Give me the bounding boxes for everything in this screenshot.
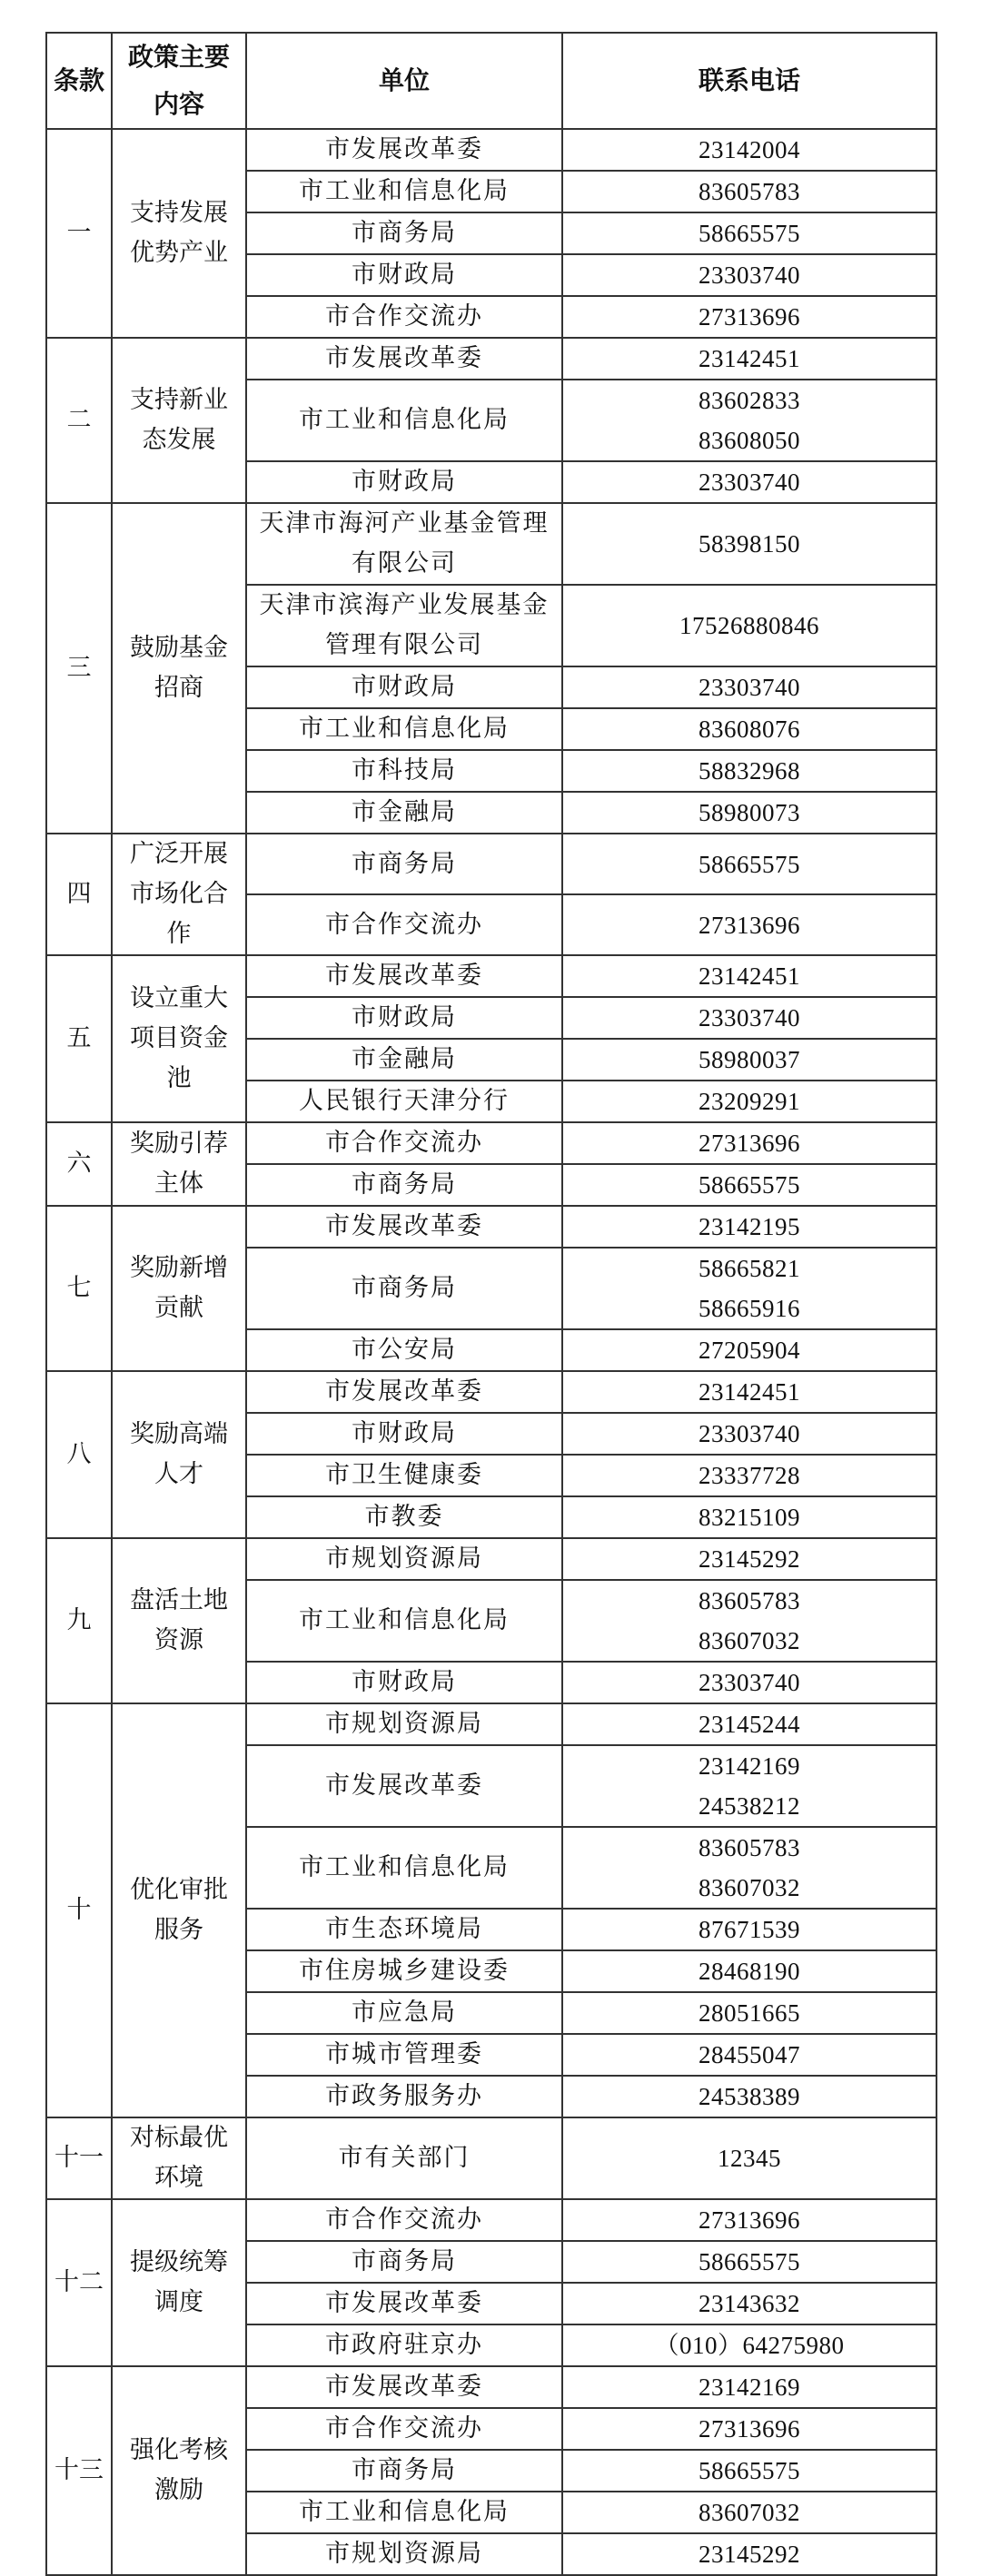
policy-content-cell: 对标最优环境 <box>112 2117 246 2199</box>
phone-number: 58665916 <box>699 1295 800 1322</box>
phone-number: 58665575 <box>699 220 800 247</box>
table-row <box>46 1371 936 1413</box>
phone-cell <box>562 2366 936 2408</box>
unit-cell: 市商务局 <box>246 2450 562 2492</box>
clause-cell: 四 <box>46 834 112 955</box>
unit-cell: 市发展改革委 <box>246 338 562 380</box>
phone-number: 28051665 <box>699 1999 800 2027</box>
table-row <box>46 338 936 380</box>
phone-number: 83607032 <box>699 1627 800 1654</box>
unit-cell: 市商务局 <box>246 1164 562 1206</box>
phone-cell <box>562 2492 936 2533</box>
clause-cell: 六 <box>46 1122 112 1206</box>
phone-number: 23142451 <box>699 962 800 990</box>
unit-cell: 市规划资源局 <box>246 1703 562 1745</box>
policy-content-cell: 设立重大项目资金池 <box>112 955 246 1122</box>
phone-number: 24538212 <box>699 1792 800 1820</box>
phone-cell <box>562 955 936 997</box>
phone-number: 83605783 <box>699 1587 800 1614</box>
phone-cell <box>562 750 936 792</box>
unit-cell: 市生态环境局 <box>246 1909 562 1950</box>
unit-cell: 市政务服务办 <box>246 2076 562 2117</box>
phone-number: 23142004 <box>699 136 800 163</box>
phone-cell <box>562 380 936 461</box>
table-row <box>46 2366 936 2408</box>
phone-cell <box>562 2450 936 2492</box>
phone-number: 58665575 <box>699 850 800 878</box>
phone-number: 58980073 <box>699 799 800 826</box>
policy-content-cell: 广泛开展市场化合作 <box>112 834 246 955</box>
unit-cell: 市发展改革委 <box>246 1206 562 1248</box>
phone-cell <box>562 2117 936 2199</box>
phone-cell <box>562 1950 936 1992</box>
phone-cell <box>562 1329 936 1371</box>
policy-content-cell: 奖励高端人才 <box>112 1371 246 1538</box>
clause-cell: 一 <box>46 129 112 338</box>
table-row <box>46 1122 936 1164</box>
phone-number: 23303740 <box>699 262 800 289</box>
phone-cell <box>562 2533 936 2575</box>
policy-content-cell: 奖励新增贡献 <box>112 1206 246 1371</box>
phone-cell <box>562 708 936 750</box>
table-row <box>46 129 936 171</box>
unit-cell: 市教委 <box>246 1496 562 1538</box>
phone-number: 58832968 <box>699 757 800 785</box>
policy-content-cell: 提级统筹调度 <box>112 2199 246 2366</box>
phone-number: 27313696 <box>699 2206 800 2234</box>
phone-number: 27313696 <box>699 2415 800 2443</box>
phone-number: 17526880846 <box>679 612 819 639</box>
unit-cell: 市工业和信息化局 <box>246 1827 562 1909</box>
table-body <box>46 129 936 2575</box>
unit-cell: 人民银行天津分行 <box>246 1081 562 1122</box>
unit-cell: 市商务局 <box>246 834 562 894</box>
phone-number: 83602833 <box>699 387 800 414</box>
phone-number: 58980037 <box>699 1046 800 1073</box>
unit-cell: 市合作交流办 <box>246 894 562 955</box>
phone-cell <box>562 1580 936 1662</box>
unit-cell: 天津市海河产业基金管理有限公司 <box>246 503 562 585</box>
clause-cell: 十一 <box>46 2117 112 2199</box>
phone-number: 58398150 <box>699 530 800 558</box>
phone-cell <box>562 894 936 955</box>
phone-number: 23145292 <box>699 1545 800 1573</box>
phone-cell <box>562 1496 936 1538</box>
phone-cell <box>562 1039 936 1081</box>
phone-number: 23145244 <box>699 1711 800 1738</box>
table-row <box>46 1703 936 1745</box>
header-clause: 条款 <box>46 33 112 129</box>
phone-cell <box>562 834 936 894</box>
phone-number: 23303740 <box>699 469 800 496</box>
phone-cell <box>562 1455 936 1496</box>
phone-number: 83215109 <box>699 1504 800 1531</box>
phone-number: 23303740 <box>699 1004 800 1031</box>
unit-cell: 市规划资源局 <box>246 2533 562 2575</box>
unit-cell: 市金融局 <box>246 792 562 834</box>
phone-number: 83608050 <box>699 427 800 454</box>
phone-cell <box>562 296 936 338</box>
unit-cell: 市工业和信息化局 <box>246 1580 562 1662</box>
unit-cell: 市商务局 <box>246 212 562 254</box>
clause-cell: 七 <box>46 1206 112 1371</box>
unit-cell: 市工业和信息化局 <box>246 171 562 212</box>
phone-number: 28455047 <box>699 2041 800 2068</box>
phone-cell <box>562 1122 936 1164</box>
phone-cell <box>562 2034 936 2076</box>
phone-cell <box>562 212 936 254</box>
table-row <box>46 2117 936 2199</box>
unit-cell: 市财政局 <box>246 254 562 296</box>
table-row <box>46 503 936 585</box>
phone-cell <box>562 2283 936 2324</box>
policy-content-cell: 支持新业态发展 <box>112 338 246 503</box>
unit-cell: 市发展改革委 <box>246 1371 562 1413</box>
table-row <box>46 1538 936 1580</box>
phone-cell <box>562 1413 936 1455</box>
phone-number: 58665575 <box>699 2248 800 2275</box>
clause-cell: 八 <box>46 1371 112 1538</box>
phone-cell <box>562 461 936 503</box>
unit-cell: 市发展改革委 <box>246 955 562 997</box>
policy-content-cell: 鼓励基金招商 <box>112 503 246 834</box>
phone-number: 87671539 <box>699 1916 800 1943</box>
phone-cell <box>562 1206 936 1248</box>
unit-cell: 市合作交流办 <box>246 1122 562 1164</box>
phone-cell <box>562 2241 936 2283</box>
unit-cell: 市商务局 <box>246 1248 562 1329</box>
phone-cell <box>562 997 936 1039</box>
clause-cell: 十三 <box>46 2366 112 2575</box>
policy-content-cell: 支持发展优势产业 <box>112 129 246 338</box>
phone-number: 23142169 <box>699 2374 800 2401</box>
phone-cell <box>562 1745 936 1827</box>
phone-number: 58665575 <box>699 1171 800 1199</box>
phone-number: 23142451 <box>699 1378 800 1406</box>
phone-cell <box>562 2076 936 2117</box>
clause-cell: 九 <box>46 1538 112 1703</box>
header-unit: 单位 <box>246 33 562 129</box>
unit-cell: 市科技局 <box>246 750 562 792</box>
phone-cell <box>562 503 936 585</box>
phone-number: 27313696 <box>699 1130 800 1157</box>
table-row <box>46 955 936 997</box>
phone-number: 58665575 <box>699 2457 800 2484</box>
phone-number: 27313696 <box>699 911 800 939</box>
policy-content-cell: 奖励引荐主体 <box>112 1122 246 1206</box>
phone-number: 23209291 <box>699 1088 800 1115</box>
unit-cell: 市财政局 <box>246 997 562 1039</box>
phone-number: 23337728 <box>699 1462 800 1489</box>
phone-number: （010）64275980 <box>654 2332 845 2359</box>
phone-cell <box>562 1538 936 1580</box>
phone-number: 23142169 <box>699 1752 800 1780</box>
phone-number: 23143632 <box>699 2290 800 2317</box>
phone-cell <box>562 1081 936 1122</box>
phone-number: 23145292 <box>699 2541 800 2568</box>
unit-cell: 市发展改革委 <box>246 129 562 171</box>
unit-cell: 市财政局 <box>246 1413 562 1455</box>
phone-number: 27313696 <box>699 303 800 331</box>
phone-number: 23142195 <box>699 1213 800 1240</box>
phone-cell <box>562 254 936 296</box>
unit-cell: 市工业和信息化局 <box>246 708 562 750</box>
table-row <box>46 1206 936 1248</box>
phone-number: 83608076 <box>699 716 800 743</box>
unit-cell: 市财政局 <box>246 461 562 503</box>
clause-cell: 十 <box>46 1703 112 2117</box>
phone-cell <box>562 338 936 380</box>
phone-number: 23303740 <box>699 1669 800 1696</box>
header-content: 政策主要内容 <box>112 33 246 129</box>
phone-cell <box>562 1662 936 1703</box>
phone-cell <box>562 171 936 212</box>
phone-cell <box>562 1992 936 2034</box>
phone-number: 24538389 <box>699 2083 800 2110</box>
phone-cell <box>562 1248 936 1329</box>
phone-number: 28468190 <box>699 1958 800 1985</box>
unit-cell: 市发展改革委 <box>246 2283 562 2324</box>
policy-contact-table <box>45 32 937 2576</box>
phone-cell <box>562 1909 936 1950</box>
phone-number: 27205904 <box>699 1337 800 1364</box>
unit-cell: 天津市滨海产业发展基金管理有限公司 <box>246 585 562 666</box>
header-row <box>46 33 936 129</box>
phone-cell <box>562 1703 936 1745</box>
policy-content-cell: 优化审批服务 <box>112 1703 246 2117</box>
header-phone: 联系电话 <box>562 33 936 129</box>
phone-cell <box>562 2324 936 2366</box>
phone-cell <box>562 1164 936 1206</box>
unit-cell: 市住房城乡建设委 <box>246 1950 562 1992</box>
unit-cell: 市合作交流办 <box>246 296 562 338</box>
unit-cell: 市工业和信息化局 <box>246 380 562 461</box>
unit-cell: 市有关部门 <box>246 2117 562 2199</box>
unit-cell: 市卫生健康委 <box>246 1455 562 1496</box>
unit-cell: 市城市管理委 <box>246 2034 562 2076</box>
phone-cell <box>562 1827 936 1909</box>
unit-cell: 市发展改革委 <box>246 2366 562 2408</box>
phone-cell <box>562 1371 936 1413</box>
unit-cell: 市政府驻京办 <box>246 2324 562 2366</box>
phone-number: 83605783 <box>699 1834 800 1861</box>
policy-content-cell: 盘活土地资源 <box>112 1538 246 1703</box>
table-row <box>46 2199 936 2241</box>
unit-cell: 市合作交流办 <box>246 2199 562 2241</box>
phone-number: 83607032 <box>699 1874 800 1901</box>
table-row <box>46 834 936 894</box>
phone-cell <box>562 585 936 666</box>
clause-cell: 三 <box>46 503 112 834</box>
phone-number: 12345 <box>718 2145 781 2172</box>
phone-cell <box>562 666 936 708</box>
phone-cell <box>562 129 936 171</box>
unit-cell: 市发展改革委 <box>246 1745 562 1827</box>
phone-number: 83605783 <box>699 178 800 205</box>
phone-number: 58665821 <box>699 1255 800 1282</box>
unit-cell: 市合作交流办 <box>246 2408 562 2450</box>
phone-cell <box>562 2199 936 2241</box>
unit-cell: 市商务局 <box>246 2241 562 2283</box>
clause-cell: 十二 <box>46 2199 112 2366</box>
unit-cell: 市金融局 <box>246 1039 562 1081</box>
unit-cell: 市规划资源局 <box>246 1538 562 1580</box>
phone-number: 83607032 <box>699 2499 800 2526</box>
phone-number: 23142451 <box>699 345 800 372</box>
policy-content-cell: 强化考核激励 <box>112 2366 246 2575</box>
phone-cell <box>562 792 936 834</box>
clause-cell: 二 <box>46 338 112 503</box>
phone-number: 23303740 <box>699 674 800 701</box>
phone-cell <box>562 2408 936 2450</box>
clause-cell: 五 <box>46 955 112 1122</box>
unit-cell: 市工业和信息化局 <box>246 2492 562 2533</box>
unit-cell: 市应急局 <box>246 1992 562 2034</box>
unit-cell: 市财政局 <box>246 1662 562 1703</box>
unit-cell: 市财政局 <box>246 666 562 708</box>
phone-number: 23303740 <box>699 1420 800 1447</box>
unit-cell: 市公安局 <box>246 1329 562 1371</box>
